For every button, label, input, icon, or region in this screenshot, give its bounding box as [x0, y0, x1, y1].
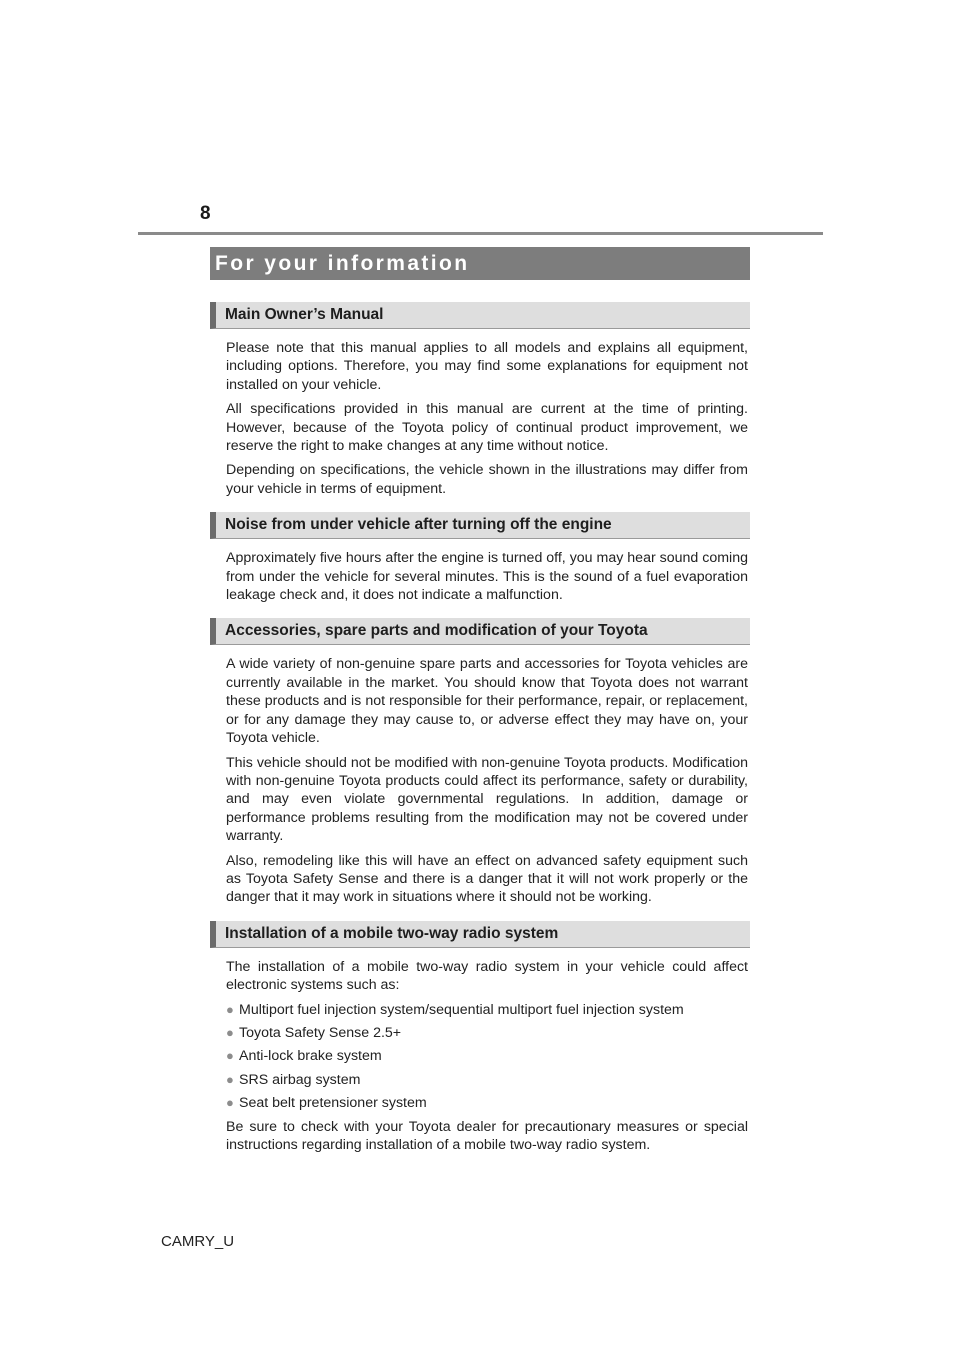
list-item-text: Anti-lock brake system [239, 1048, 382, 1065]
paragraph: A wide variety of non-genuine spare parts and accessories for Toyota vehicles are currently available in the market. You should know that Toyota does not warrant these products and is not responsible for their performance, repair, or replacement, or for any damage they may cause to, or adverse effect they may have on, your Toyota vehicle. [226, 656, 748, 747]
section-body-accessories [210, 655, 750, 906]
list-item [226, 1071, 748, 1089]
paragraph: This vehicle should not be modified with non-genuine Toyota products. Modification with non-genuine Toyota products could affect its performance, safety or durability, and may even violate governmental regulations. In addition, damage or performance problems resulting from the modification may not be covered under warranty. [226, 754, 748, 845]
page-number: 8 [200, 203, 211, 224]
paragraph: The installation of a mobile two-way radio system in your vehicle could affect electronic systems such as: [226, 958, 748, 994]
section-heading-radio-system: Installation of a mobile two-way radio system [210, 921, 750, 948]
bullet-icon: ● [226, 1071, 234, 1087]
page-content [210, 247, 750, 1160]
list-item-text: Seat belt pretensioner system [239, 1095, 427, 1112]
bullet-icon: ● [226, 1024, 234, 1040]
section-body-main-owners-manual [210, 339, 750, 498]
paragraph: All specifications provided in this manual are current at the time of printing. However, because of the Toyota policy of continual product improvement, we reserve the right to make changes at any time without notice. [226, 401, 748, 455]
section-body-radio-system [210, 958, 750, 1155]
section-heading-noise: Noise from under vehicle after turning off the engine [210, 512, 750, 539]
paragraph: Depending on specifications, the vehicle shown in the illustrations may differ from your vehicle in terms of equipment. [226, 462, 748, 497]
list-item-text: Multiport fuel injection system/sequential multiport fuel injection system [239, 1001, 684, 1018]
bullet-icon: ● [226, 1048, 234, 1064]
list-item [226, 1047, 748, 1065]
header-rule [138, 232, 823, 235]
section-heading-main-owners-manual: Main Owner’s Manual [210, 302, 750, 329]
paragraph: Please note that this manual applies to all models and explains all equipment, including options. Therefore, you may find some explanations for equipment not installed on your vehicle. [226, 340, 748, 393]
bullet-icon: ● [226, 1095, 234, 1111]
list-item [226, 1024, 748, 1042]
footer-model-code: CAMRY_U [161, 1233, 235, 1250]
section-heading-accessories: Accessories, spare parts and modification of your Toyota [210, 618, 750, 645]
list-item-text: SRS airbag system [239, 1071, 361, 1088]
paragraph: Approximately five hours after the engine is turned off, you may hear sound coming from under the vehicle for several minutes. This is the sound of a fuel evaporation leakage check and, it does not indicate a malfunction. [226, 550, 748, 604]
page-title: For your information [210, 247, 750, 280]
bullet-icon: ● [226, 1001, 234, 1017]
list-item-text: Toyota Safety Sense 2.5+ [239, 1024, 402, 1041]
paragraph: Also, remodeling like this will have an effect on advanced safety equipment such as Toyota Safety Sense and there is a danger that it will not work properly or the danger that it may work in situations where it should not be working. [226, 852, 748, 906]
list-item [226, 1001, 748, 1019]
section-body-noise [210, 549, 750, 604]
paragraph: Be sure to check with your Toyota dealer for precautionary measures or special instructions regarding installation of a mobile two-way radio system. [226, 1118, 748, 1153]
list-item [226, 1094, 748, 1112]
